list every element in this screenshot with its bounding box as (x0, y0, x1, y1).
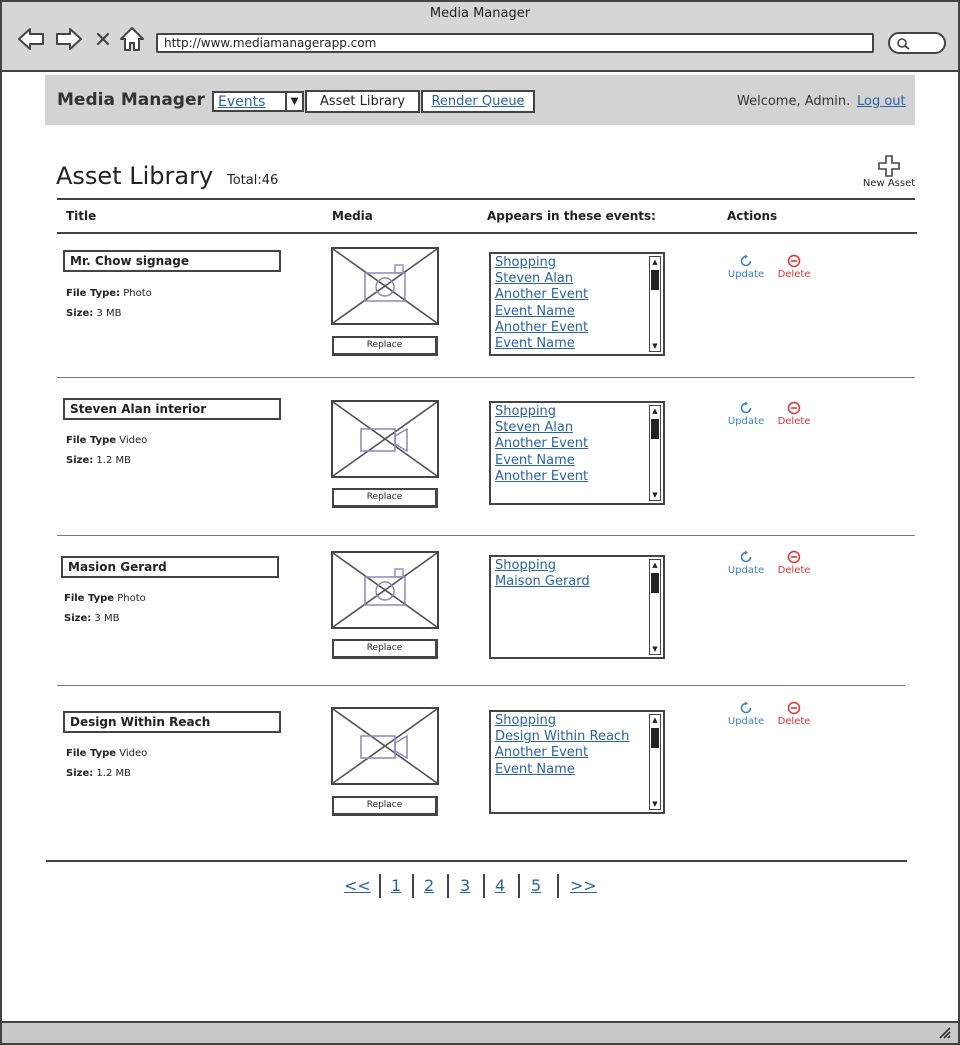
app-header (45, 75, 915, 125)
page-separator (379, 874, 381, 898)
tab-render-queue[interactable]: Render Queue (421, 90, 535, 113)
file-type-value: Photo (117, 593, 146, 604)
update-label: Update (727, 416, 765, 427)
delete-button[interactable] (774, 701, 814, 727)
delete-button[interactable] (774, 401, 814, 427)
video-camera-icon (333, 709, 437, 783)
asset-total (227, 173, 278, 188)
status-bar (2, 1021, 958, 1043)
event-link[interactable]: Maison Gerard (495, 574, 590, 590)
asset-file-type (66, 435, 147, 446)
column-header-title: Title (66, 209, 97, 223)
size-value: 1.2 MB (96, 455, 131, 466)
scroll-thumb[interactable] (651, 728, 659, 748)
size-label: Size: (66, 768, 94, 779)
page-separator (447, 874, 449, 898)
events-scrollbar[interactable] (649, 559, 661, 655)
camera-icon (333, 249, 437, 323)
event-link[interactable]: Another Event (495, 287, 589, 303)
size-label: Size: (64, 613, 92, 624)
search-icon (896, 37, 910, 51)
page-last-link[interactable]: >> (570, 876, 597, 895)
asset-size (64, 613, 119, 624)
page-separator (557, 874, 559, 898)
page-separator (412, 874, 414, 898)
event-link[interactable]: Another Event (495, 319, 589, 335)
delete-button[interactable] (774, 254, 814, 280)
media-placeholder (331, 551, 439, 629)
browser-chrome (2, 2, 958, 72)
event-link[interactable]: Steven Alan (495, 420, 574, 436)
asset-file-type (66, 748, 147, 759)
page-link[interactable]: 4 (495, 876, 506, 895)
delete-label: Delete (777, 716, 811, 727)
scroll-up-icon[interactable]: ▲ (652, 716, 658, 724)
scroll-down-icon[interactable]: ▼ (652, 342, 658, 350)
event-link[interactable]: Shopping (495, 404, 557, 419)
replace-button[interactable]: Replace (332, 796, 438, 816)
row-divider (57, 685, 905, 686)
page-link[interactable]: 1 (391, 876, 402, 895)
file-type-value: Video (119, 748, 148, 759)
event-link[interactable]: Design Within Reach (495, 729, 630, 745)
event-link[interactable]: Event Name (495, 336, 575, 352)
camera-icon (333, 553, 437, 627)
media-placeholder (331, 707, 439, 785)
event-link[interactable]: Event Name (495, 761, 575, 777)
delete-button[interactable] (774, 550, 814, 576)
event-link[interactable]: Another Event (495, 468, 589, 484)
delete-label: Delete (777, 565, 811, 576)
events-list (495, 404, 588, 485)
page-link[interactable]: 3 (460, 876, 471, 895)
file-type-label: File Type: (66, 288, 121, 299)
update-button[interactable] (726, 701, 766, 727)
events-listbox[interactable] (489, 401, 665, 505)
size-label: Size: (66, 455, 94, 466)
update-button[interactable] (726, 401, 766, 427)
new-asset-button[interactable] (860, 154, 918, 189)
scroll-thumb[interactable] (651, 573, 659, 593)
browser-search-input[interactable] (888, 32, 946, 54)
file-type-label: File Type (66, 748, 117, 759)
events-list (495, 558, 590, 590)
tab-events[interactable] (212, 91, 304, 112)
refresh-icon (739, 550, 753, 564)
asset-file-type (66, 288, 152, 299)
tab-asset-library[interactable]: Asset Library (305, 90, 420, 113)
stop-icon[interactable] (88, 24, 118, 54)
events-scrollbar[interactable] (649, 714, 661, 810)
page-link[interactable]: 2 (424, 876, 435, 895)
title-divider (57, 198, 915, 200)
media-placeholder (331, 400, 439, 478)
update-label: Update (727, 716, 765, 727)
delete-icon (787, 254, 801, 268)
refresh-icon (739, 701, 753, 715)
update-label: Update (727, 565, 765, 576)
asset-size (66, 768, 131, 779)
size-value: 1.2 MB (96, 768, 131, 779)
size-value: 3 MB (94, 613, 120, 624)
video-camera-icon (333, 402, 437, 476)
update-label: Update (727, 269, 765, 280)
page-separator (518, 874, 520, 898)
asset-title-field[interactable]: Design Within Reach (63, 711, 281, 733)
asset-file-type (64, 593, 146, 604)
event-link[interactable]: Another Event (495, 745, 589, 761)
update-button[interactable] (726, 254, 766, 280)
events-listbox[interactable] (489, 555, 665, 659)
header-divider (57, 232, 917, 234)
scroll-down-icon[interactable]: ▼ (652, 645, 658, 653)
total-label: Total: (227, 173, 262, 188)
file-type-value: Video (119, 435, 148, 446)
column-header-actions: Actions (727, 209, 778, 223)
event-link[interactable]: Another Event (495, 436, 589, 452)
events-scrollbar[interactable] (649, 405, 661, 501)
file-type-value: Photo (123, 288, 152, 299)
row-divider (57, 377, 915, 378)
scroll-down-icon[interactable]: ▼ (652, 491, 658, 499)
scroll-up-icon[interactable]: ▲ (652, 561, 658, 569)
row-divider (57, 535, 915, 536)
replace-button[interactable]: Replace (332, 639, 438, 659)
event-link[interactable]: Shopping (495, 558, 557, 573)
tab-events-label: Events (218, 94, 266, 110)
asset-title-field[interactable]: Steven Alan interior (63, 398, 281, 420)
event-link[interactable]: Event Name (495, 452, 575, 468)
window-title: Media Manager (429, 6, 531, 21)
event-link[interactable]: Shopping (495, 713, 557, 728)
page-link[interactable]: 5 (531, 876, 542, 895)
column-header-media: Media (332, 209, 373, 223)
scroll-up-icon[interactable]: ▲ (652, 258, 658, 266)
file-type-label: File Type (66, 435, 117, 446)
column-header-events: Appears in these events: (487, 209, 656, 223)
event-link[interactable]: Shopping (495, 255, 557, 270)
events-list (495, 713, 629, 778)
asset-size (66, 308, 121, 319)
plus-icon (877, 154, 901, 178)
replace-button[interactable]: Replace (332, 336, 438, 356)
list-bottom-divider (46, 860, 907, 862)
delete-label: Delete (777, 269, 811, 280)
welcome-text: Welcome, Admin. (737, 94, 851, 109)
media-placeholder (331, 247, 439, 325)
scroll-up-icon[interactable]: ▲ (652, 407, 658, 415)
file-type-label: File Type (64, 593, 115, 604)
chevron-down-icon[interactable]: ▼ (285, 93, 302, 110)
page-separator (483, 874, 485, 898)
size-label: Size: (66, 308, 94, 319)
resize-grip-icon[interactable] (938, 1026, 952, 1040)
home-icon[interactable] (117, 24, 147, 54)
page-title: Asset Library (56, 162, 214, 190)
event-link[interactable]: Event Name (495, 303, 575, 319)
event-link[interactable]: Steven Alan (495, 271, 574, 287)
asset-title-field[interactable]: Mr. Chow signage (63, 250, 281, 272)
replace-button[interactable]: Replace (332, 488, 438, 508)
url-bar[interactable]: http://www.mediamanagerapp.com (156, 33, 874, 53)
refresh-icon (739, 254, 753, 268)
refresh-icon (739, 401, 753, 415)
scroll-thumb[interactable] (651, 419, 659, 439)
events-listbox[interactable] (489, 252, 665, 356)
pagination (332, 874, 632, 900)
scroll-thumb[interactable] (651, 270, 659, 290)
events-listbox[interactable] (489, 710, 665, 814)
size-value: 3 MB (96, 308, 122, 319)
delete-icon (787, 401, 801, 415)
update-button[interactable] (726, 550, 766, 576)
events-scrollbar[interactable] (649, 256, 661, 352)
app-name: Media Manager (57, 90, 205, 110)
logout-link[interactable]: Log out (857, 94, 906, 109)
delete-icon (787, 550, 801, 564)
new-asset-label: New Asset (862, 178, 916, 189)
page-first-link[interactable]: << (344, 876, 371, 895)
delete-label: Delete (777, 416, 811, 427)
total-value: 46 (261, 173, 279, 188)
forward-icon[interactable] (54, 24, 84, 54)
asset-title-field[interactable]: Masion Gerard (61, 556, 279, 578)
scroll-down-icon[interactable]: ▼ (652, 800, 658, 808)
delete-icon (787, 701, 801, 715)
events-list (495, 255, 588, 352)
asset-size (66, 455, 131, 466)
back-icon[interactable] (16, 24, 46, 54)
